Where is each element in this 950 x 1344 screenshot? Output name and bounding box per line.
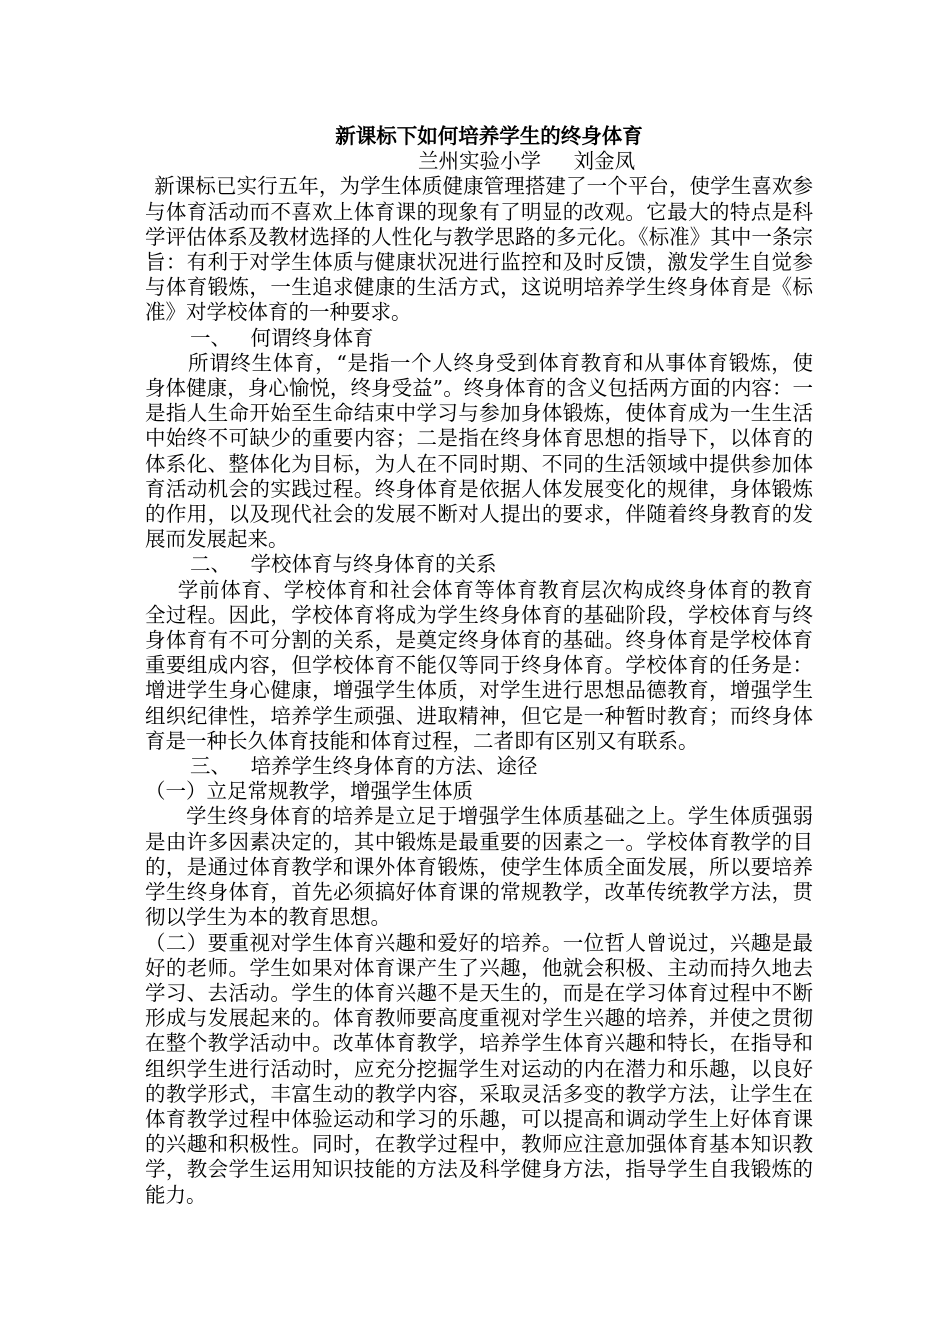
paragraph-subsection-1: 学生终身体育的培养是立足于增强学生体质基础之上。学生体质强弱是由许多因素决定的，其中锻炼是最重要的因素之一。学校体育教学的目的，是通过体育教学和课外体育锻炼，使学生体质全面发展，所以要培养学生终身体育，首先必须搞好体育课的常规教学，改革传统教学方法，贯彻以学生为本的教育思想。	[145, 804, 813, 930]
paragraph-intro: 新课标已实行五年，为学生体质健康管理搭建了一个平台，使学生喜欢参与体育活动而不喜欢上体育课的现象有了明显的改观。它最大的特点是科学评估体系及教材选择的人性化与教学思路的多元化。《标准》其中一条宗旨：有利于对学生体质与健康状况进行监控和及时反馈，激发学生自觉参与体育锻炼，一生追求健康的生活方式，这说明培养学生终身体育是《标准》对学校体育的一种要求。	[145, 174, 813, 325]
paragraph-subsection-2: （二）要重视对学生体育兴趣和爱好的培养。一位哲人曾说过，兴趣是最好的老师。学生如果对体育课产生了兴趣，他就会积极、主动而持久地去学习、去活动。学生的体育兴趣不是天生的，而是在学习体育过程中不断形成与发展起来的。体育教师要高度重视对学生兴趣的培养，并使之贯彻在整个教学活动中。改革体育教学，培养学生体育兴趣和特长，在指导和组织学生进行活动时，应充分挖掘学生对运动的内在潜力和乐趣，以良好的教学形式，丰富生动的教学内容，采取灵活多变的教学方法，让学生在体育教学过程中体验运动和学习的乐趣，可以提高和调动学生上好体育课的兴趣和积极性。同时，在教学过程中，教师应注意加强体育基本知识教学，教会学生运用知识技能的方法及科学健身方法，指导学生自我锻炼的能力。	[145, 930, 813, 1207]
document-title: 新课标下如何培养学生的终身体育	[335, 124, 643, 148]
document-author: 兰州实验小学 刘金凤	[418, 149, 636, 174]
section-heading-1: 一、 何谓终身体育	[190, 325, 374, 350]
paragraph-section-1: 所谓终生体育，“是指一个人终身受到体育教育和从事体育锻炼，使身体健康，身心愉悦，终身受益”。终身体育的含义包括两方面的内容：一是指人生命开始至生命结束中学习与参加身体锻炼，使体育成为一生生活中始终不可缺少的重要内容；二是指在终身体育思想的指导下，以体育的体系化、整体化为目标，为人在不同时期、不同的生活领域中提供参加体育活动机会的实践过程。终身体育是依据人体发展变化的规律，身体锻炼的作用，以及现代社会的发展不断对人提出的要求，伴随着终身教育的发展而发展起来。	[145, 350, 813, 552]
section-heading-3: 三、 培养学生终身体育的方法、途径	[190, 754, 538, 779]
document-page	[145, 124, 813, 1208]
subsection-heading-1: （一）立足常规教学，增强学生体质	[145, 779, 473, 804]
paragraph-section-2: 学前体育、学校体育和社会体育等体育教育层次构成终身体育的教育全过程。因此，学校体育将成为学生终身体育的基础阶段，学校体育与终身体育有不可分割的关系，是奠定终身体育的基础。终身体育是学校体育重要组成内容，但学校体育不能仅等同于终身体育。学校体育的任务是：增进学生身心健康，增强学生体质，对学生进行思想品德教育，增强学生组织纪律性，培养学生顽强、进取精神，但它是一种暂时教育；而终身体育是一种长久体育技能和体育过程，二者即有区别又有联系。	[145, 577, 813, 753]
section-heading-2: 二、 学校体育与终身体育的关系	[190, 552, 497, 577]
